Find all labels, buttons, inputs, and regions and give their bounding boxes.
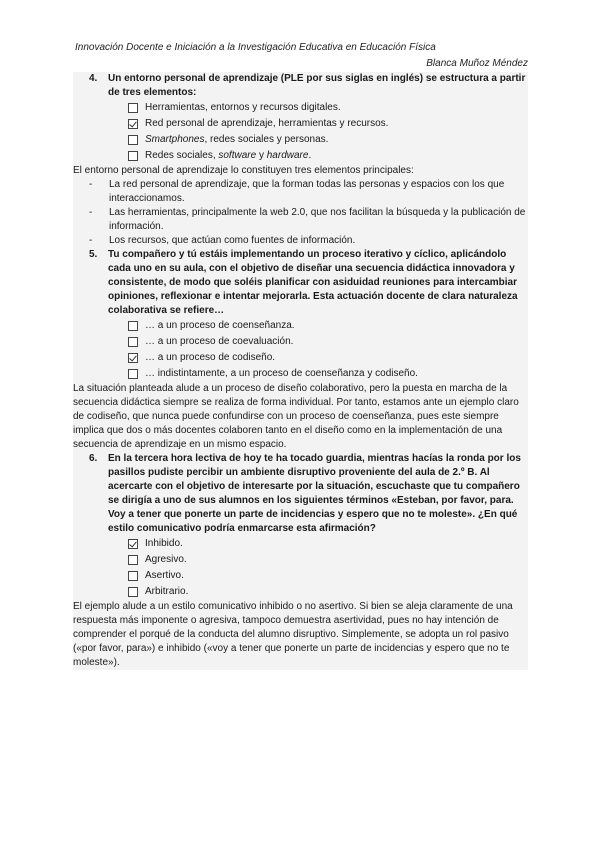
checkbox[interactable] [128, 555, 138, 565]
list-item-text: Los recursos, que actúan como fuentes de información. [109, 235, 356, 246]
option-6b[interactable] [128, 552, 528, 568]
list-item-text: La red personal de aprendizaje, que la forman todas las personas y espacios con los que interaccionamos. [109, 179, 505, 204]
option-label: Red personal de aprendizaje, herramientas y recursos. [145, 118, 389, 129]
option-italic: software [218, 150, 257, 161]
checkbox-checked[interactable] [128, 119, 138, 129]
question-6 [73, 452, 528, 536]
checkbox-checked[interactable] [128, 353, 138, 363]
option-label: … indistintamente, a un proceso de coenseñanza y codiseño. [145, 368, 418, 379]
question-4 [73, 72, 528, 100]
checkbox[interactable] [128, 321, 138, 331]
explanation-4: El entorno personal de aprendizaje lo constituyen tres elementos principales: [73, 165, 414, 176]
option-5b[interactable] [128, 334, 528, 350]
checkbox-checked[interactable] [128, 539, 138, 549]
header-author: Blanca Muñoz Méndez [426, 58, 528, 69]
option-5a[interactable] [128, 318, 528, 334]
question-number: 5. [89, 249, 98, 260]
question-number: 4. [89, 73, 98, 84]
question-text: En la tercera hora lectiva de hoy te ha tocado guardia, mientras hacías la ronda por los pasillos pudiste percibir un ambiente disruptivo proveniente del aula de 2.º B. Al acercarte con el objetivo de interesarte por la situación, escuchaste que tu compañero se dirigía a uno de sus alumnos en los siguientes términos «Esteban, por favor, para. Voy a tener que ponerte un parte de incidencias y espero que no te moleste». ¿En qué estilo comunicativo podría enmarcarse esta afirmación? [108, 453, 521, 534]
option-label: Arbitrario. [145, 586, 189, 597]
content-block [73, 72, 528, 670]
checkbox[interactable] [128, 587, 138, 597]
explanation-5: La situación planteada alude a un proceso de diseño colaborativo, pero la puesta en marcha de la secuencia didáctica siempre se realiza de forma individual. Por tanto, estamos ante un ejemplo claro de codiseño, que nunca puede confundirse con un proceso de coenseñanza, pues este siempre implica que dos o más docentes colaboren tanto en el diseño como en la implementación de una secuencia de aprendizaje en un mismo espacio. [73, 383, 519, 450]
list-item: - La red personal de aprendizaje, que la forman todas las personas y espacios con los que interaccionamos. [73, 178, 528, 206]
option-4d[interactable] [128, 148, 528, 164]
list-item: - Los recursos, que actúan como fuentes de información. [73, 234, 528, 248]
option-4b[interactable] [128, 116, 528, 132]
option-6a[interactable] [128, 536, 528, 552]
option-italic: Smartphones [145, 134, 205, 145]
option-rest: , redes sociales y personas. [204, 134, 329, 145]
option-part: . [308, 150, 312, 161]
option-5c[interactable] [128, 350, 528, 366]
list-item-text: Las herramientas, principalmente la web 2.0, que nos facilitan la búsqueda y la publicación de información. [109, 207, 526, 232]
question-4-options [73, 100, 528, 164]
option-label [145, 149, 311, 163]
question-5-options [73, 318, 528, 382]
option-label: … a un proceso de codiseño. [145, 352, 276, 363]
option-label: Inhibido. [145, 538, 183, 549]
checkbox[interactable] [128, 151, 138, 161]
option-part: y [256, 150, 267, 161]
option-italic: hardware [266, 150, 309, 161]
explanation-4-list [73, 178, 528, 248]
question-5 [73, 248, 528, 318]
option-part: Redes sociales, [145, 150, 219, 161]
checkbox[interactable] [128, 103, 138, 113]
header-title: Innovación Docente e Iniciación a la Investigación Educativa en Educación Física [75, 42, 436, 53]
option-label: … a un proceso de coevaluación. [145, 336, 294, 347]
option-5d[interactable] [128, 366, 528, 382]
option-label [145, 133, 328, 147]
option-label: Agresivo. [145, 554, 187, 565]
option-6d[interactable] [128, 584, 528, 600]
option-4c[interactable] [128, 132, 528, 148]
option-label: … a un proceso de coenseñanza. [145, 320, 295, 331]
option-label: Herramientas, entornos y recursos digitales. [145, 102, 341, 113]
checkbox[interactable] [128, 571, 138, 581]
question-number: 6. [89, 453, 98, 464]
question-text: Un entorno personal de aprendizaje (PLE por sus siglas en inglés) se estructura a partir de tres elementos: [108, 73, 526, 98]
checkbox[interactable] [128, 369, 138, 379]
option-4a[interactable] [128, 100, 528, 116]
question-6-options [73, 536, 528, 600]
option-6c[interactable] [128, 568, 528, 584]
list-item: - Las herramientas, principalmente la web 2.0, que nos facilitan la búsqueda y la publicación de información. [73, 206, 528, 234]
question-text: Tu compañero y tú estáis implementando un proceso iterativo y cíclico, aplicándolo cada uno en su aula, con el objetivo de diseñar una secuencia didáctica innovadora y consistente, de modo que soléis planificar con asiduidad reuniones para intercambiar opiniones, reflexionar e intentar mejorarla. Esta actuación docente de clara naturaleza colaborativa se refiere… [108, 249, 518, 316]
checkbox[interactable] [128, 337, 138, 347]
checkbox[interactable] [128, 135, 138, 145]
explanation-6: El ejemplo alude a un estilo comunicativo inhibido o no asertivo. Si bien se aleja claramente de una respuesta más imponente o agresiva, tampoco demuestra asertividad, pues no hay intención de comprender el porqué de la conducta del alumno disruptivo. Simplemente, se adopta un rol pasivo («por favor, para») e inhibido («voy a tener que ponerte un parte de incidencias y espero que no te moleste»). [73, 601, 513, 668]
option-label: Asertivo. [145, 570, 184, 581]
